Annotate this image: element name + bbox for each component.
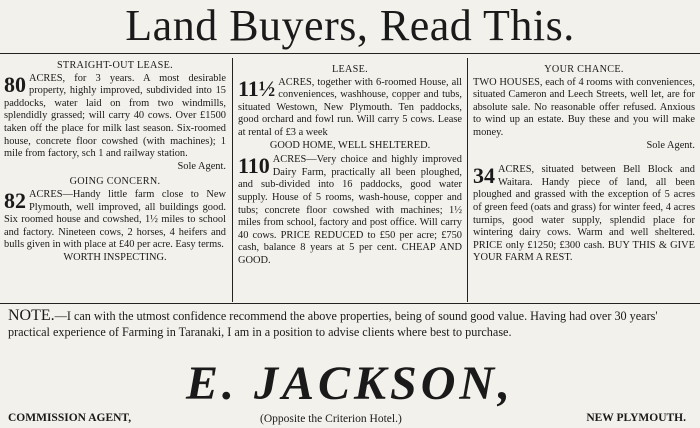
- column-divider-1: [232, 58, 233, 302]
- col3-heading-your-chance: YOUR CHANCE.: [544, 64, 624, 75]
- col2-ad1-text: ACRES, together with 6-roomed House, all conveniences, washhouse, copper and tubs, situated Westown, New Plymouth. Ten paddocks, good orchard and fowl run. Will carry 5 cows. Lease at rental of £3 a week: [238, 76, 462, 138]
- col3-ad-34-acres: [473, 164, 695, 265]
- col3-ad2-number: 34: [473, 163, 495, 189]
- col2-heading-lease: LEASE.: [331, 64, 369, 75]
- agent-name: E. JACKSON,: [185, 357, 515, 410]
- col1-ad1-text: ACRES, for 3 years. A most desirable property, highly improved, subdivided into 15 paddocks, water laid on from two windmills, splendidly grassed; will carry 40 cows. Over £1500 taken off the place for milk last season. Six-roomed house, concrete floor cowshed (with machines); 1 mile from factory, sch 1 and railway station.: [4, 72, 226, 160]
- col1-ad2-signature: WORTH INSPECTING.: [63, 251, 167, 263]
- col1-ad2-text: ACRES—Handy little farm close to New Plymouth, well improved, all buildings good. Six roomed house and cowshed, 1½ miles to school and factory. Nineteen cows, 2 horses, 4 heifers and bulls given in with place at £40 per acre. Easy terms.: [4, 188, 226, 251]
- top-rule: [0, 53, 700, 54]
- col2-ad-11-acres: [238, 77, 462, 140]
- col1-heading-going-concern: GOING CONCERN.: [69, 176, 161, 188]
- col1-heading-lease: STRAIGHT-OUT LEASE.: [56, 60, 174, 71]
- col1-ad-80-acres: [4, 73, 226, 161]
- col2-ad2-number: 110: [238, 153, 270, 179]
- column-divider-2: [467, 58, 468, 302]
- footer-address-note: (Opposite the Criterion Hotel.): [260, 413, 402, 425]
- col2-ad1-signature: GOOD HOME, WELL SHELTERED.: [269, 139, 431, 151]
- footer-occupation: COMMISSION AGENT,: [8, 412, 132, 424]
- middle-rule: [0, 303, 700, 304]
- col2-ad-110-acres: [238, 154, 462, 267]
- col1-ad1-number: 80: [4, 71, 26, 97]
- col2-ad1-number: 11½: [238, 75, 276, 101]
- col3-ad1-signature: Sole Agent.: [646, 139, 695, 151]
- col2-ad2-text: ACRES—Very choice and highly improved Dairy Farm, practically all been ploughed, and sub-divided into 16 paddocks, good water supply. House of 5 rooms, wash-house, copper and tubs; concrete floor cowshed with machines; 1½ miles from school, factory and post office. Will carry 40 cows. PRICE REDUCED to £50 per acre; £750 cash, balance 8 years at 5 per cent. CHEAP AND GOOD.: [238, 154, 462, 266]
- col3-ad2-text: ACRES, situated between Bell Block and Waitara. Handy piece of land, all been ploughed and grassed with the exception of 5 acres of green feed (oats and grass) for winter feed, 4 acres turnips, good water supply, splendid place for wintering dairy cows. Warm and well sheltered. PRICE only £1250; £300 cash. BUY THIS & GIVE YOUR FARM A REST.: [473, 164, 695, 264]
- footer-location: NEW PLYMOUTH.: [586, 412, 686, 424]
- column-3: [473, 64, 695, 265]
- col1-ad1-signature: Sole Agent.: [177, 160, 226, 172]
- recommendation-note: [8, 308, 692, 340]
- column-2: [238, 64, 462, 268]
- col1-ad-82-acres: [4, 189, 226, 252]
- headline: Land Buyers, Read This.: [125, 1, 575, 50]
- column-1: [4, 60, 226, 265]
- col3-ad1-text: TWO HOUSES, each of 4 rooms with conveniences, situated Cameron and Leech Streets, well let, are for absolute sale. No reasonable offer refused. Anxious to wind up an estate. Buy these and you will make money.: [473, 76, 695, 138]
- note-text: —I can with the utmost confidence recommend the above properties, being of sound good value. Having had over 30 years' practical experience of Farming in Taranaki, I am in a position to advise clients where best to purchase.: [8, 309, 658, 339]
- note-lead: NOTE.: [8, 307, 55, 324]
- col1-ad2-number: 82: [4, 187, 26, 213]
